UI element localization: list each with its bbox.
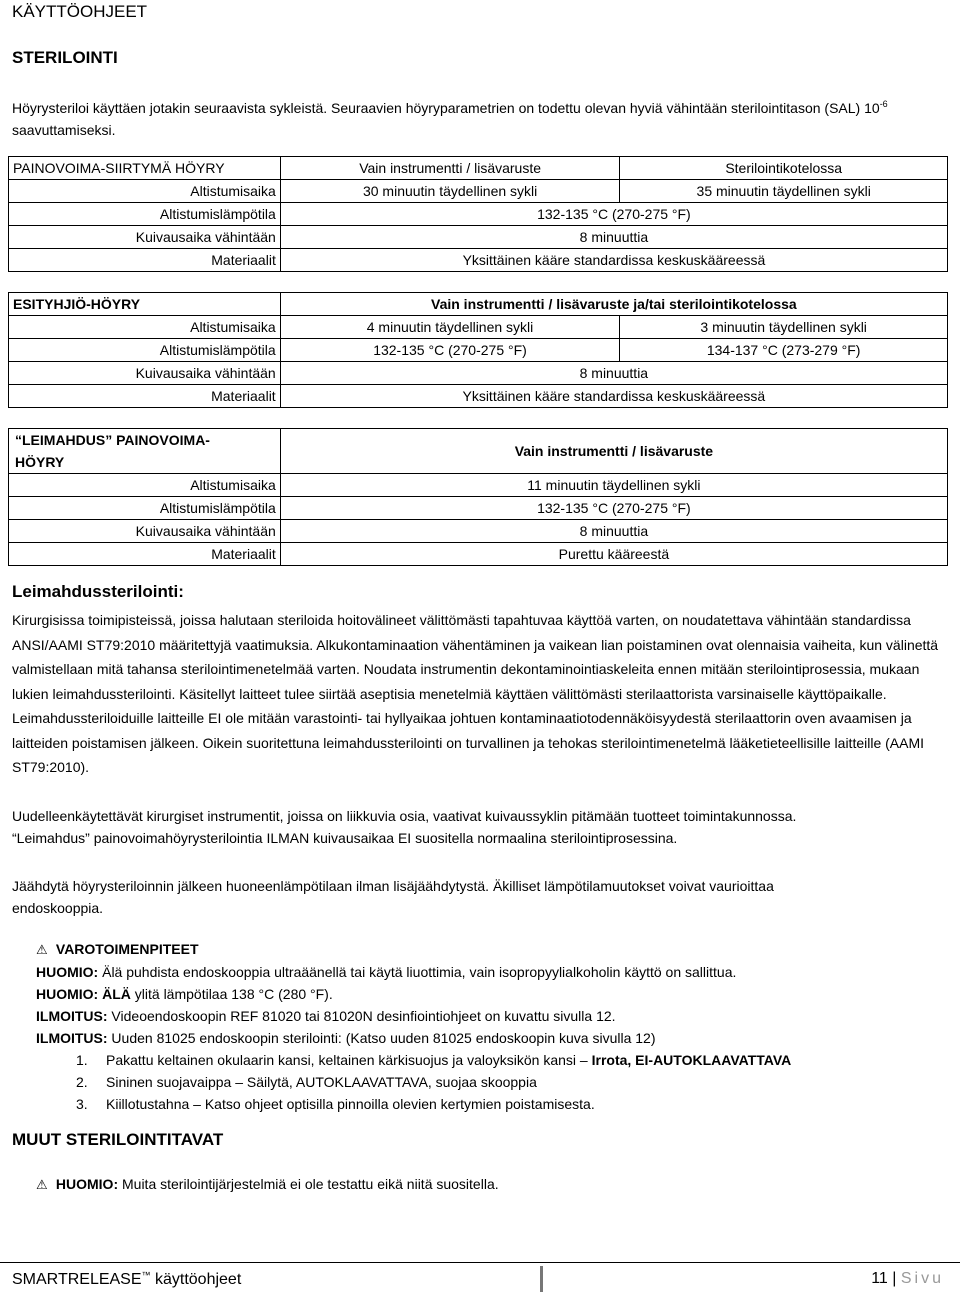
other-methods-note: ⚠ HUOMIO: Muita sterilointijärjestelmiä ei ole testattu eikä niitä suositella.: [36, 1176, 499, 1192]
list-item: 3. Kiillotustahna – Katso ohjeet optisilla pinnoilla olevien kertymien poistamisesta.: [76, 1096, 595, 1112]
footer-page-number: 11 | Sivu: [871, 1270, 944, 1287]
table-header-row: “LEIMAHDUS” PAINOVOIMA- HÖYRY Vain instrumentti / lisävaruste: [9, 429, 948, 474]
gravity-steam-table: [8, 156, 948, 272]
document-header-title: KÄYTTÖOHJEET: [12, 2, 148, 21]
note-line: HUOMIO: Älä puhdista endoskooppia ultraäänellä tai käytä liuottimia, vain isopropyylialkoholin käyttö on sallittua.: [36, 964, 737, 980]
table-row: Altistumislämpötila 132-135 °C (270-275 °F): [9, 203, 948, 226]
steps-list: [36, 1049, 946, 1115]
note-line: HUOMIO: ÄLÄ ylitä lämpötilaa 138 °C (280 °F).: [36, 986, 333, 1002]
table-title: “LEIMAHDUS” PAINOVOIMA- HÖYRY: [9, 429, 281, 474]
table-title: PAINOVOIMA-SIIRTYMÄ HÖYRY: [9, 157, 281, 180]
table-row: Kuivausaika vähintään 8 minuuttia: [9, 520, 948, 543]
cooling-paragraph: Jäähdytä höyrysteriloinnin jälkeen huoneenlämpötilaan ilman lisäjäähdytystä. Äkilliset lämpötilamuutokset voivat vaurioittaa endoskooppia.: [12, 878, 774, 916]
note-line: ILMOITUS: Uuden 81025 endoskoopin sterilointi: (Katso uuden 81025 endoskoopin kuva sivulla 12): [36, 1030, 656, 1046]
table-header-row: ESITYHJIÖ-HÖYRY Vain instrumentti / lisävaruste ja/tai sterilointikotelossa: [9, 293, 948, 316]
table-row: Altistumisaika 11 minuutin täydellinen sykli: [9, 474, 948, 497]
footer-separator: [540, 1266, 543, 1292]
reusable-instruments-paragraph: Uudelleenkäytettävät kirurgiset instrumentit, joissa on liikkuvia osia, vaativat kuivaussyklin pitämään tuotteet toimintakunnossa. “Leimahdus” painovoimahöyrysterilointia ILMAN kuivausaikaa EI suositella normaalina sterilointiprosessina.: [12, 808, 797, 846]
section-heading-muut: MUUT STERILOINTITAVAT: [12, 1130, 224, 1149]
table-row: Kuivausaika vähintään 8 minuuttia: [9, 226, 948, 249]
section-heading-leimahdus: Leimahdussterilointi:: [12, 582, 184, 601]
warning-icon: ⚠: [36, 942, 48, 957]
flash-steam-table: [8, 428, 948, 566]
section-heading-sterilointi: STERILOINTI: [12, 48, 118, 67]
table-row: Altistumisaika 4 minuutin täydellinen sykli 3 minuutin täydellinen sykli: [9, 316, 948, 339]
intro-paragraph: Höyrysteriloi käyttäen jotakin seuraavista sykleistä. Seuraavien höyryparametrien on todettu olevan hyviä vähintään sterilointitason (SAL) $10^{-6}$ saavuttamiseksi.: [12, 99, 888, 138]
table-row: Altistumislämpötila 132-135 °C (270-275 °F) 134-137 °C (273-279 °F): [9, 339, 948, 362]
table-row: Altistumisaika 30 minuutin täydellinen sykli 35 minuutin täydellinen sykli: [9, 180, 948, 203]
footer-divider: [0, 1262, 960, 1263]
table-row: Kuivausaika vähintään 8 minuuttia: [9, 362, 948, 385]
table-row: Altistumislämpötila 132-135 °C (270-275 °F): [9, 497, 948, 520]
table-row: Materiaalit Yksittäinen kääre standardissa keskuskääreessä: [9, 385, 948, 408]
warning-icon: ⚠: [36, 1177, 48, 1192]
table-title: ESITYHJIÖ-HÖYRY: [9, 293, 281, 316]
table-row: Materiaalit Purettu kääreestä: [9, 543, 948, 566]
leimahdus-paragraph: Kirurgisissa toimipisteissä, joissa halutaan steriloida hoitovälineet välittömästi tapahtuvaa käyttöä varten, on noudatettava vähintään standardissa ANSI/AAMI ST79:2010 määritettyjä vaatimuksia. Alkukontaminaation vähentäminen ja vaikean lian poistaminen ovat olennaisia vaiheita, kun välinettä valmistellaan mitä tahansa sterilointimenetelmää varten. Noudata instrumentin dekontaminointiaskeleita ennen mitään sterilointiprosessia, mukaan lukien leimahdussterilointi. Käsitellyt laitteet tulee siirtää aseptisia menetelmiä käyttäen välittömästi sterilaattorista varsinaiselle käyttöpaikalle. Leimahdussteriloiduille laitteille EI ole mitään varastointi- tai hyllyaikaa johtuen kontaminaatiotodennäköisyydestä sterilaattorin oven avaamisen ja laitteiden poistamisen jälkeen. Oikein suoritettuna leimahdussterilointi on turvallinen ja tehokas sterilointimenetelmä lääketieteellisille laitteille (AAMI ST79:2010).: [12, 612, 939, 775]
note-line: ILMOITUS: Videoendoskoopin REF 81020 tai 81020N desinfiointiohjeet on kuvattu sivulla 12.: [36, 1008, 616, 1024]
table-header-row: PAINOVOIMA-SIIRTYMÄ HÖYRY Vain instrumentti / lisävaruste Sterilointikotelossa: [9, 157, 948, 180]
footer-product: SMARTRELEASE™ käyttöohjeet: [12, 1270, 242, 1288]
list-item: 1. Pakattu keltainen okulaarin kansi, keltainen kärkisuojus ja valoyksikön kansi – Irrota, EI-AUTOKLAAVATTAVA: [76, 1052, 792, 1068]
list-item: 2. Sininen suojavaippa – Säilytä, AUTOKLAAVATTAVA, suojaa skooppia: [76, 1074, 537, 1090]
precautions-block: ⚠ VAROTOIMENPITEET HUOMIO: Älä puhdista endoskooppia ultraäänellä tai käytä liuottimia, vain isopropyylialkoholin käyttö on sallittua. HUOMIO: ÄLÄ ylitä lämpötilaa 138 °C (280 °F). ILMOITUS: Videoendoskoopin REF 81020 tai 81020N desinfiointiohjeet on kuvattu sivulla 12. ILMOITUS: Uuden 81025 endoskoopin sterilointi: (Katso uuden 81025 endoskoopin kuva sivulla 12) 1. Pakattu keltainen okulaarin kansi, keltainen kärkisuojus ja valoyksikön kansi – Irrota, EI-AUTOKLAAVATTAVA 2. Sininen suojavaippa – Säilytä, AUTOKLAAVATTAVA, suojaa skooppia 3. Kiillotustahna – Katso ohjeet optisilla pinnoilla olevien kertymien poistamisesta.: [36, 938, 946, 1115]
prevacuum-steam-table: [8, 292, 948, 408]
table-row: Materiaalit Yksittäinen kääre standardissa keskuskääreessä: [9, 249, 948, 272]
